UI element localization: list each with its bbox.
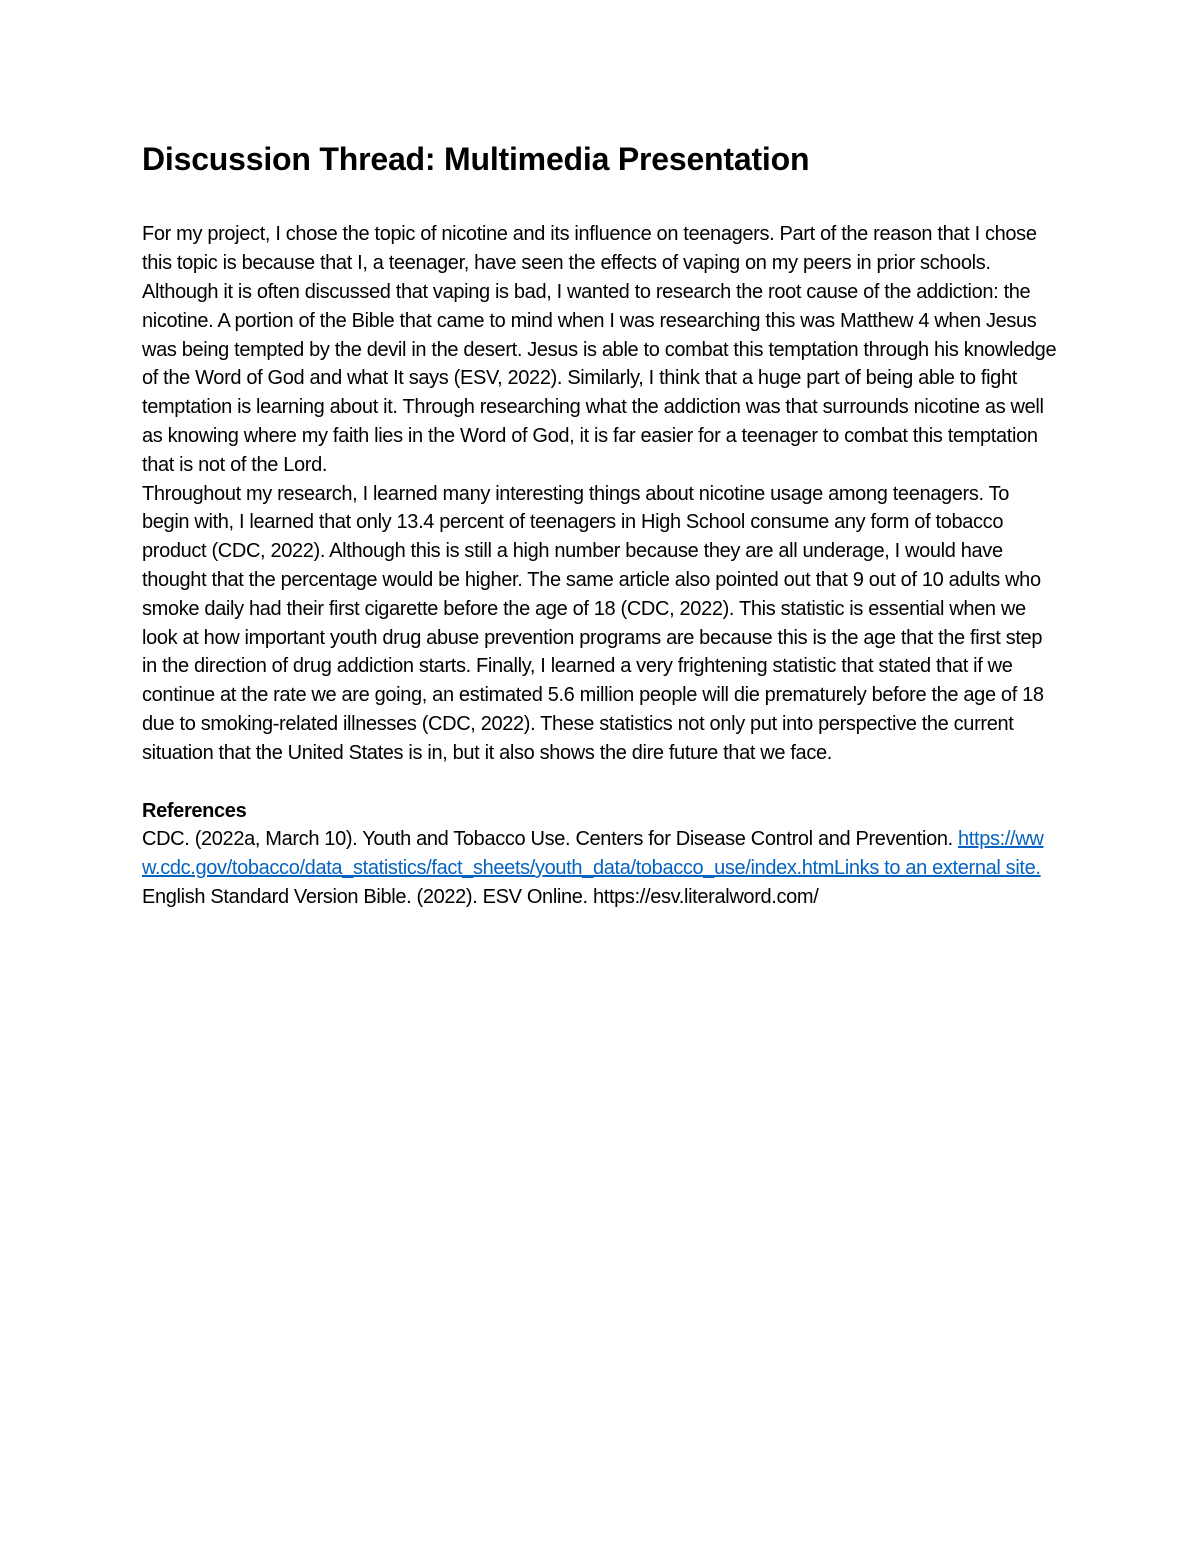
reference-cdc: [142, 825, 1060, 883]
reference-cdc-link[interactable]: https://www.cdc.gov/tobacco/data_statistics/fact_sheets/youth_data/tobacco_use/index.htmLinks to an external site.: [142, 828, 1044, 880]
page-title: Discussion Thread: Multimedia Presentation: [142, 141, 810, 177]
reference-cdc-text: CDC. (2022a, March 10). Youth and Tobacco Use. Centers for Disease Control and Prevention.: [142, 828, 959, 851]
document-page: [142, 140, 1060, 912]
references-section: [142, 797, 1060, 912]
reference-esv: English Standard Version Bible. (2022). ESV Online. https://esv.literalword.com/: [142, 885, 819, 908]
paragraph-project-intro: For my project, I chose the topic of nicotine and its influence on teenagers. Part of the reason that I chose this topic is because that I, a teenager, have seen the effects of vaping on my peers in prior schools. Although it is often discussed that vaping is bad, I wanted to research the root cause of the addiction: the nicotine. A portion of the Bible that came to mind when I was researching this was Matthew 4 when Jesus was being tempted by the devil in the desert. Jesus is able to combat this temptation through his knowledge of the Word of God and what It says (ESV, 2022). Similarly, I think that a huge part of being able to fight temptation is learning about it. Through researching what the addiction was that surrounds nicotine as well as knowing where my faith lies in the Word of God, it is far easier for a teenager to combat this temptation that is not of the Lord.: [142, 223, 1057, 476]
references-heading: References: [142, 799, 247, 822]
paragraph-research-findings: Throughout my research, I learned many interesting things about nicotine usage among teenagers. To begin with, I learned that only 13.4 percent of teenagers in High School consume any form of tobacco product (CDC, 2022). Although this is still a high number because they are all underage, I would have thought that the percentage would be higher. The same article also pointed out that 9 out of 10 adults who smoke daily had their first cigarette before the age of 18 (CDC, 2022). This statistic is essential when we look at how important youth drug abuse prevention programs are because this is the age that the first step in the direction of drug addiction starts. Finally, I learned a very frightening statistic that stated that if we continue at the rate we are going, an estimated 5.6 million people will die prematurely before the age of 18 due to smoking-related illnesses (CDC, 2022). These statistics not only put into perspective the current situation that the United States is in, but it also shows the dire future that we face.: [142, 482, 1044, 764]
